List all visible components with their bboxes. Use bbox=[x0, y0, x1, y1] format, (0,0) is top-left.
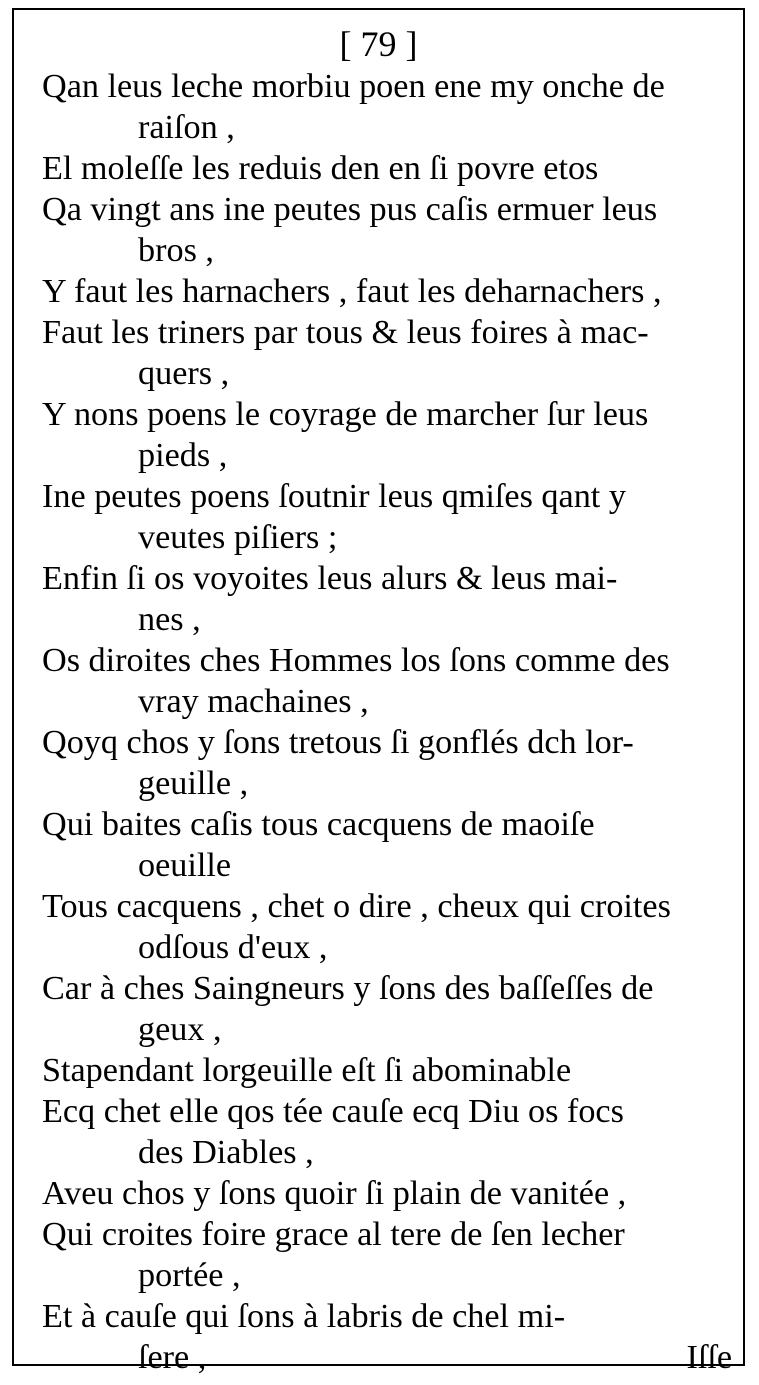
verse-continuation: nes , bbox=[138, 601, 201, 638]
verse-line: Qoyq chos y ſons tretous ſi gonflés dch lor- bbox=[42, 724, 634, 761]
verse-line: Os diroites ches Hommes los ſons comme des bbox=[42, 642, 670, 679]
verse-line: Ecq chet elle qos tée cauſe ecq Diu os focs bbox=[42, 1093, 624, 1130]
verse-continuation: portée , bbox=[138, 1257, 241, 1294]
verse-continuation: ſere , bbox=[138, 1339, 207, 1376]
catchword: Iſſe bbox=[686, 1339, 732, 1376]
page-number: [ 79 ] bbox=[339, 24, 418, 64]
verse-continuation: geux , bbox=[138, 1011, 222, 1048]
verse-line: Et à cauſe qui ſons à labris de chel mi- bbox=[42, 1298, 566, 1335]
verse-line: Aveu chos y ſons quoir ſi plain de vanitée , bbox=[42, 1175, 627, 1212]
verse-line: Tous cacquens , chet o dire , cheux qui croites bbox=[42, 888, 671, 925]
verse-continuation: pieds , bbox=[138, 437, 228, 474]
verse-line: Car à ches Saingneurs y ſons des baſſeſſes de bbox=[42, 970, 654, 1007]
verse-continuation: oeuille bbox=[138, 847, 232, 884]
verse-continuation: geuille , bbox=[138, 765, 249, 802]
verse-line: El moleſſe les reduis den en ſi povre etos bbox=[42, 150, 599, 187]
verse-line: Qa vingt ans ine peutes pus caſis ermuer leus bbox=[42, 191, 658, 228]
verse-line: Qan leus leche morbiu poen ene my onche de bbox=[42, 68, 665, 105]
verse-line: Y nons poens le coyrage de marcher ſur leus bbox=[42, 396, 649, 433]
verse-line: Enfin ſi os voyoites leus alurs & leus mai- bbox=[42, 560, 618, 597]
verse-line: Ine peutes poens ſoutnir leus qmiſes qant y bbox=[42, 478, 626, 515]
verse-continuation: raiſon , bbox=[138, 109, 235, 146]
verse-continuation: des Diables , bbox=[138, 1134, 314, 1171]
verse-continuation: veutes piſiers ; bbox=[138, 519, 338, 556]
verse-line: Qui baites caſis tous cacquens de maoiſe bbox=[42, 806, 595, 843]
verse-continuation: odſous d'eux , bbox=[138, 929, 328, 966]
verse-line: Stapendant lorgeuille eſt ſi abominable bbox=[42, 1052, 572, 1089]
verse-continuation: vray machaines , bbox=[138, 683, 369, 720]
page-frame bbox=[12, 8, 745, 1376]
verse-continuation: quers , bbox=[138, 355, 230, 392]
verse-continuation: bros , bbox=[138, 232, 214, 269]
verse-line: Qui croites foire grace al tere de ſen lecher bbox=[42, 1216, 625, 1253]
verse-line: Faut les triners par tous & leus foires à mac- bbox=[42, 314, 649, 351]
verse-line: Y faut les harnachers , faut les deharnachers , bbox=[42, 273, 662, 310]
final-line bbox=[42, 1337, 732, 1378]
poem-text bbox=[42, 66, 732, 1378]
